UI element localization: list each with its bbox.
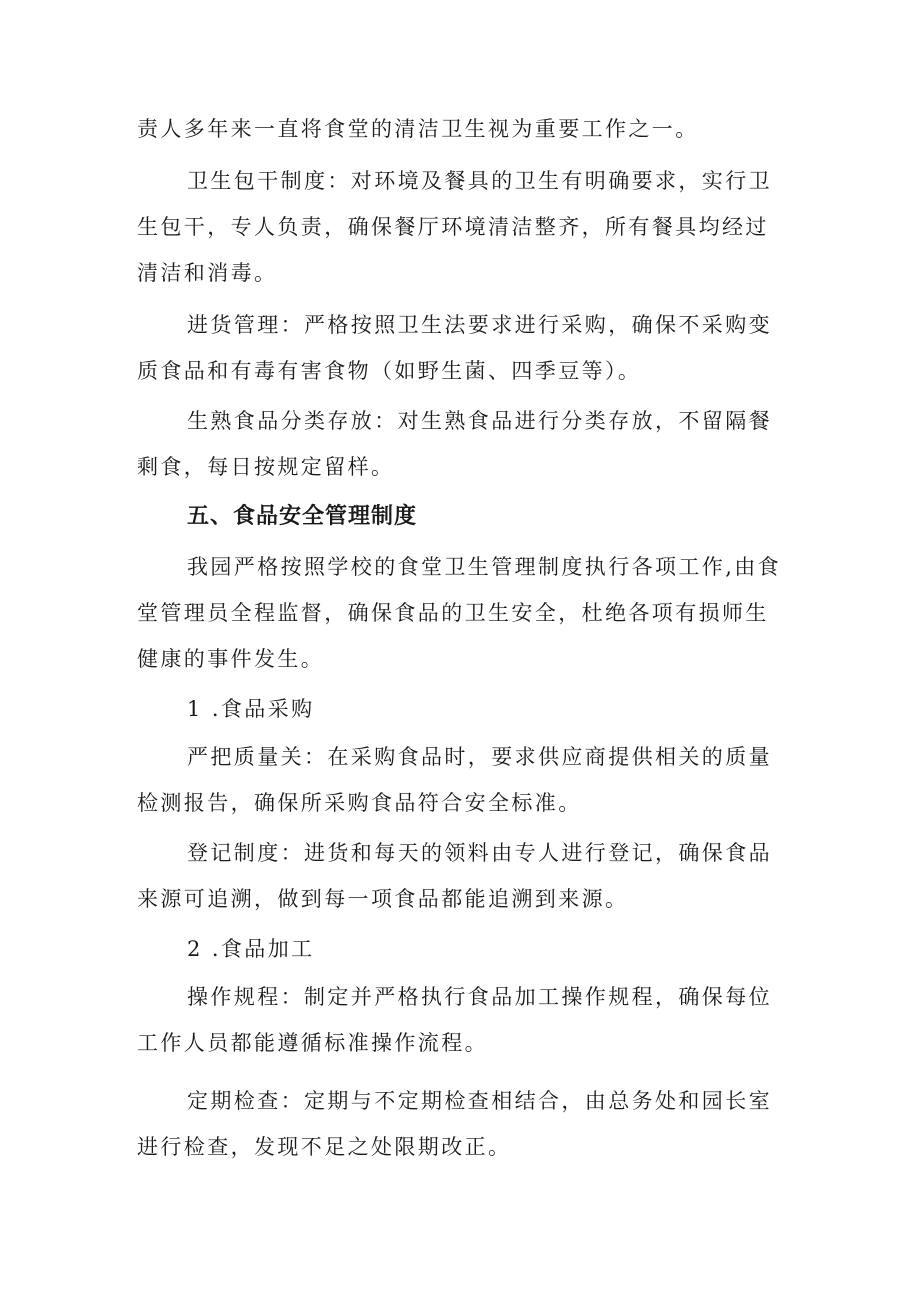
paragraph-registration: 登记制度：进货和每天的领料由专人进行登记，确保食品来源可追溯，做到每一项食品都能追溯到来源。 bbox=[137, 841, 772, 911]
paragraph-operating-procedures: 操作规程：制定并严格执行食品加工操作规程，确保每位工作人员都能遵循标准操作流程。 bbox=[137, 985, 772, 1055]
section-heading: 五、食品安全管理制度 bbox=[187, 504, 418, 529]
paragraph-regular-inspection: 定期检查：定期与不定期检查相结合，由总务处和园长室进行检查，发现不足之处限期改正。 bbox=[137, 1089, 772, 1159]
subheading-food-purchase: 1 .食品采购 bbox=[187, 697, 315, 721]
paragraph-quality-control: 严把质量关：在采购食品时，要求供应商提供相关的质量检测报告，确保所采购食品符合安全标准。 bbox=[137, 745, 772, 815]
paragraph-purchase-management: 进货管理：严格按照卫生法要求进行采购，确保不采购变质食品和有毒有害食物（如野生菌、四季豆等）。 bbox=[137, 313, 772, 383]
paragraph-section-intro: 我园严格按照学校的食堂卫生管理制度执行各项工作,由食堂管理员全程监督，确保食品的卫生安全，杜绝各项有损师生健康的事件发生。 bbox=[137, 555, 782, 671]
paragraph-hygiene-contract: 卫生包干制度：对环境及餐具的卫生有明确要求，实行卫生包干，专人负责，确保餐厅环境清洁整齐，所有餐具均经过清洁和消毒。 bbox=[137, 169, 772, 285]
subheading-food-processing: 2 .食品加工 bbox=[187, 937, 315, 961]
paragraph-continuation: 责人多年来一直将食堂的清洁卫生视为重要工作之一。 bbox=[137, 117, 699, 141]
paragraph-food-storage: 生熟食品分类存放：对生熟食品进行分类存放，不留隔餐剩食，每日按规定留样。 bbox=[137, 409, 772, 479]
